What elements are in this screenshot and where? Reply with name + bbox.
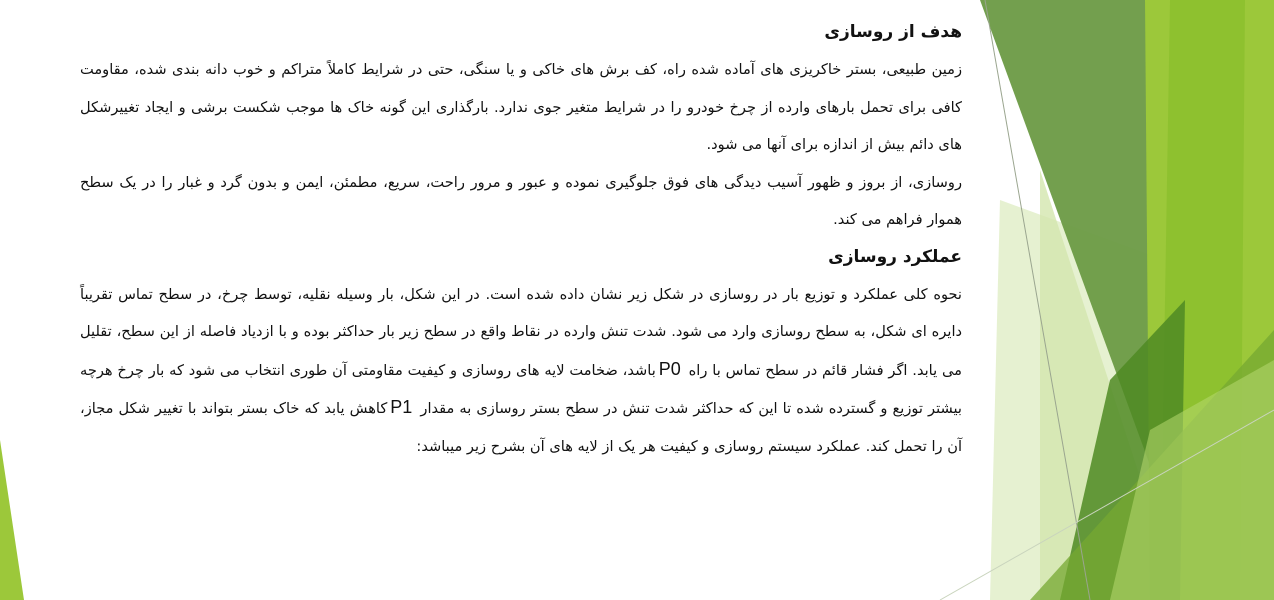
left-edge-green-sliver (0, 440, 24, 600)
heading-performance: عملکرد روسازی (828, 246, 962, 267)
symbol-p0: P0 (658, 358, 681, 379)
paragraph-pavement-benefit: روسازی، از بروز و ظهور آسیب دیدگی های فوق جلوگیری نموده و عبور و مرور راحت، سریع، مطمئن، ایمن و بدون گرد و غبار را در یک سطح هموار فراهم می کند. (80, 173, 962, 228)
symbol-p1: P1 (390, 397, 413, 417)
heading-purpose: هدف از روسازی (824, 22, 962, 42)
paragraph-part-2: باشد، ضخامت لایه های روسازی و کیفیت مقاومتی آن طوری انتخاب می شود که بار چرخ هرچه بیشتر توزیع و گسترده شده تا این که حداکثر شدت تنش در سطح بستر روسازی به مقدار (80, 361, 962, 417)
paragraph-natural-ground: زمین طبیعی، بستر خاکریزی های آماده شده راه، کف برش های خاکی و یا سنگی، حتی در شرایط کاملاً متراکم و خوب دانه بندی شده، مقاومت کافی برای تحمل بارهای وارده از چرخ خودرو را در شرایط متغیر جوی ندارد. بارگذاری این گونه خاک ها موجب شکست برشی و ایجاد تغییرشکل های دائم بیش از اندازه برای آنها می شود. (80, 61, 962, 153)
content-area (80, 14, 962, 465)
paragraph-load-distribution (80, 276, 962, 466)
paragraph-part-1: نحوه کلی عملکرد و توزیع بار در روسازی در شکل زیر نشان داده شده است. در این شکل، بار وسیله نقلیه، توسط چرخ، در سطح تماس تقریباً دایره ای شکل، به سطح روسازی وارد می شود. شدت تنش وارده در نقاط واقع در سطح زیر بار حداکثر بوده و با ازدیاد فاصله از این سطح، تقلیل می یابد. اگر فشار قائم در سطح تماس با راه (80, 285, 963, 379)
paragraph-part-3: کاهش یابد که خاک بستر بتواند با تغییر شکل مجاز، آن را تحمل کند. عملکرد سیستم روسازی و کیفیت هر یک از لایه های آن بشرح زیر میباشد: (80, 400, 962, 455)
